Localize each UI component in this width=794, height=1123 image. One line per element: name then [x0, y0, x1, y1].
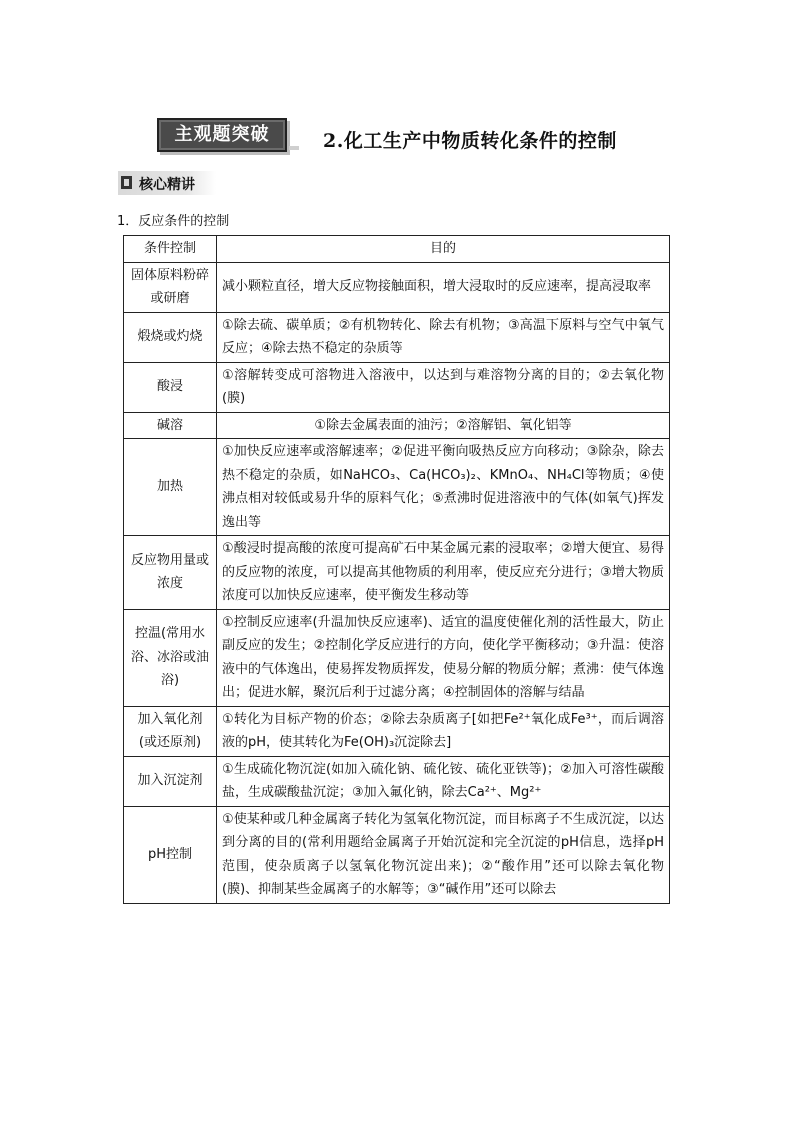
condition-cell: 煅烧或灼烧 — [124, 312, 217, 362]
table-row — [124, 362, 670, 412]
condition-cell: 反应物用量或浓度 — [124, 536, 217, 610]
table-header-condition: 条件控制 — [124, 236, 217, 263]
conditions-table — [123, 235, 670, 904]
section-heading-label: 核心精讲 — [139, 177, 195, 193]
purpose-cell: ①转化为目标产物的价态；②除去杂质离子[如把Fe²⁺氧化成Fe³⁺，而后调溶液的pH，使其转化为Fe(OH)₃沉淀除去] — [217, 706, 670, 756]
condition-cell: 加入氧化剂(或还原剂) — [124, 706, 217, 756]
table-row — [124, 439, 670, 536]
table-header-purpose: 目的 — [217, 236, 670, 263]
condition-cell: 酸浸 — [124, 362, 217, 412]
table-row — [124, 262, 670, 312]
purpose-cell: ①使某种或几种金属离子转化为氢氧化物沉淀，而目标离子不生成沉淀，以达到分离的目的(常利用题给金属离子开始沉淀和完全沉淀的pH信息，选择pH范围，使杂质离子以氢氧化物沉淀出来)；②“酸作用”还可以除去氧化物(膜)、抑制某些金属离子的水解等；③“碱作用”还可以除去 — [217, 806, 670, 903]
purpose-cell: ①控制反应速率(升温加快反应速率)、适宜的温度使催化剂的活性最大，防止副反应的发生；②控制化学反应进行的方向，使化学平衡移动；③升温：使溶液中的气体逸出，使易挥发物质挥发，使易分解的物质分解；煮沸：使气体逸出；促进水解，聚沉后利于过滤分离；④控制固体的溶解与结晶 — [217, 609, 670, 706]
table-row — [124, 706, 670, 756]
purpose-cell: ①除去金属表面的油污；②溶解铝、氧化铝等 — [217, 412, 670, 439]
table-row — [124, 412, 670, 439]
topic-badge: 主观题突破 — [157, 118, 287, 152]
purpose-cell: ①酸浸时提高酸的浓度可提高矿石中某金属元素的浸取率；②增大便宜、易得的反应物的浓度，可以提高其他物质的利用率，使反应充分进行；③增大物质浓度可以加快反应速率，使平衡发生移动等 — [217, 536, 670, 610]
purpose-cell: ①除去硫、碳单质；②有机物转化、除去有机物；③高温下原料与空气中氧气反应；④除去热不稳定的杂质等 — [217, 312, 670, 362]
condition-cell: 固体原料粉碎或研磨 — [124, 262, 217, 312]
section-heading — [118, 171, 216, 195]
page-header — [157, 116, 677, 156]
table-row — [124, 609, 670, 706]
purpose-cell: ①生成硫化物沉淀(如加入硫化钠、硫化铵、硫化亚铁等)；②加入可溶性碳酸盐，生成碳酸盐沉淀；③加入氟化钠，除去Ca²⁺、Mg²⁺ — [217, 756, 670, 806]
subheading: 1．反应条件的控制 — [117, 214, 230, 229]
table-row — [124, 312, 670, 362]
table-row — [124, 536, 670, 610]
purpose-cell: 减小颗粒直径，增大反应物接触面积，增大浸取时的反应速率，提高浸取率 — [217, 262, 670, 312]
table-header-row — [124, 236, 670, 263]
purpose-cell: ①加快反应速率或溶解速率；②促进平衡向吸热反应方向移动；③除杂，除去热不稳定的杂质，如NaHCO₃、Ca(HCO₃)₂、KMnO₄、NH₄Cl等物质；④使沸点相对较低或易升华的原料气化；⑤煮沸时促进溶液中的气体(如氧气)挥发逸出等 — [217, 439, 670, 536]
condition-cell: 碱溶 — [124, 412, 217, 439]
condition-cell: pH控制 — [124, 806, 217, 903]
table-row — [124, 756, 670, 806]
badge-shadow-decoration — [289, 146, 299, 150]
page-title: 2.化工生产中物质转化条件的控制 — [323, 130, 617, 152]
condition-cell: 控温(常用水浴、冰浴或油浴) — [124, 609, 217, 706]
condition-cell: 加热 — [124, 439, 217, 536]
table-row — [124, 806, 670, 903]
book-icon — [121, 176, 132, 189]
purpose-cell: ①溶解转变成可溶物进入溶液中，以达到与难溶物分离的目的；②去氧化物(膜) — [217, 362, 670, 412]
condition-cell: 加入沉淀剂 — [124, 756, 217, 806]
